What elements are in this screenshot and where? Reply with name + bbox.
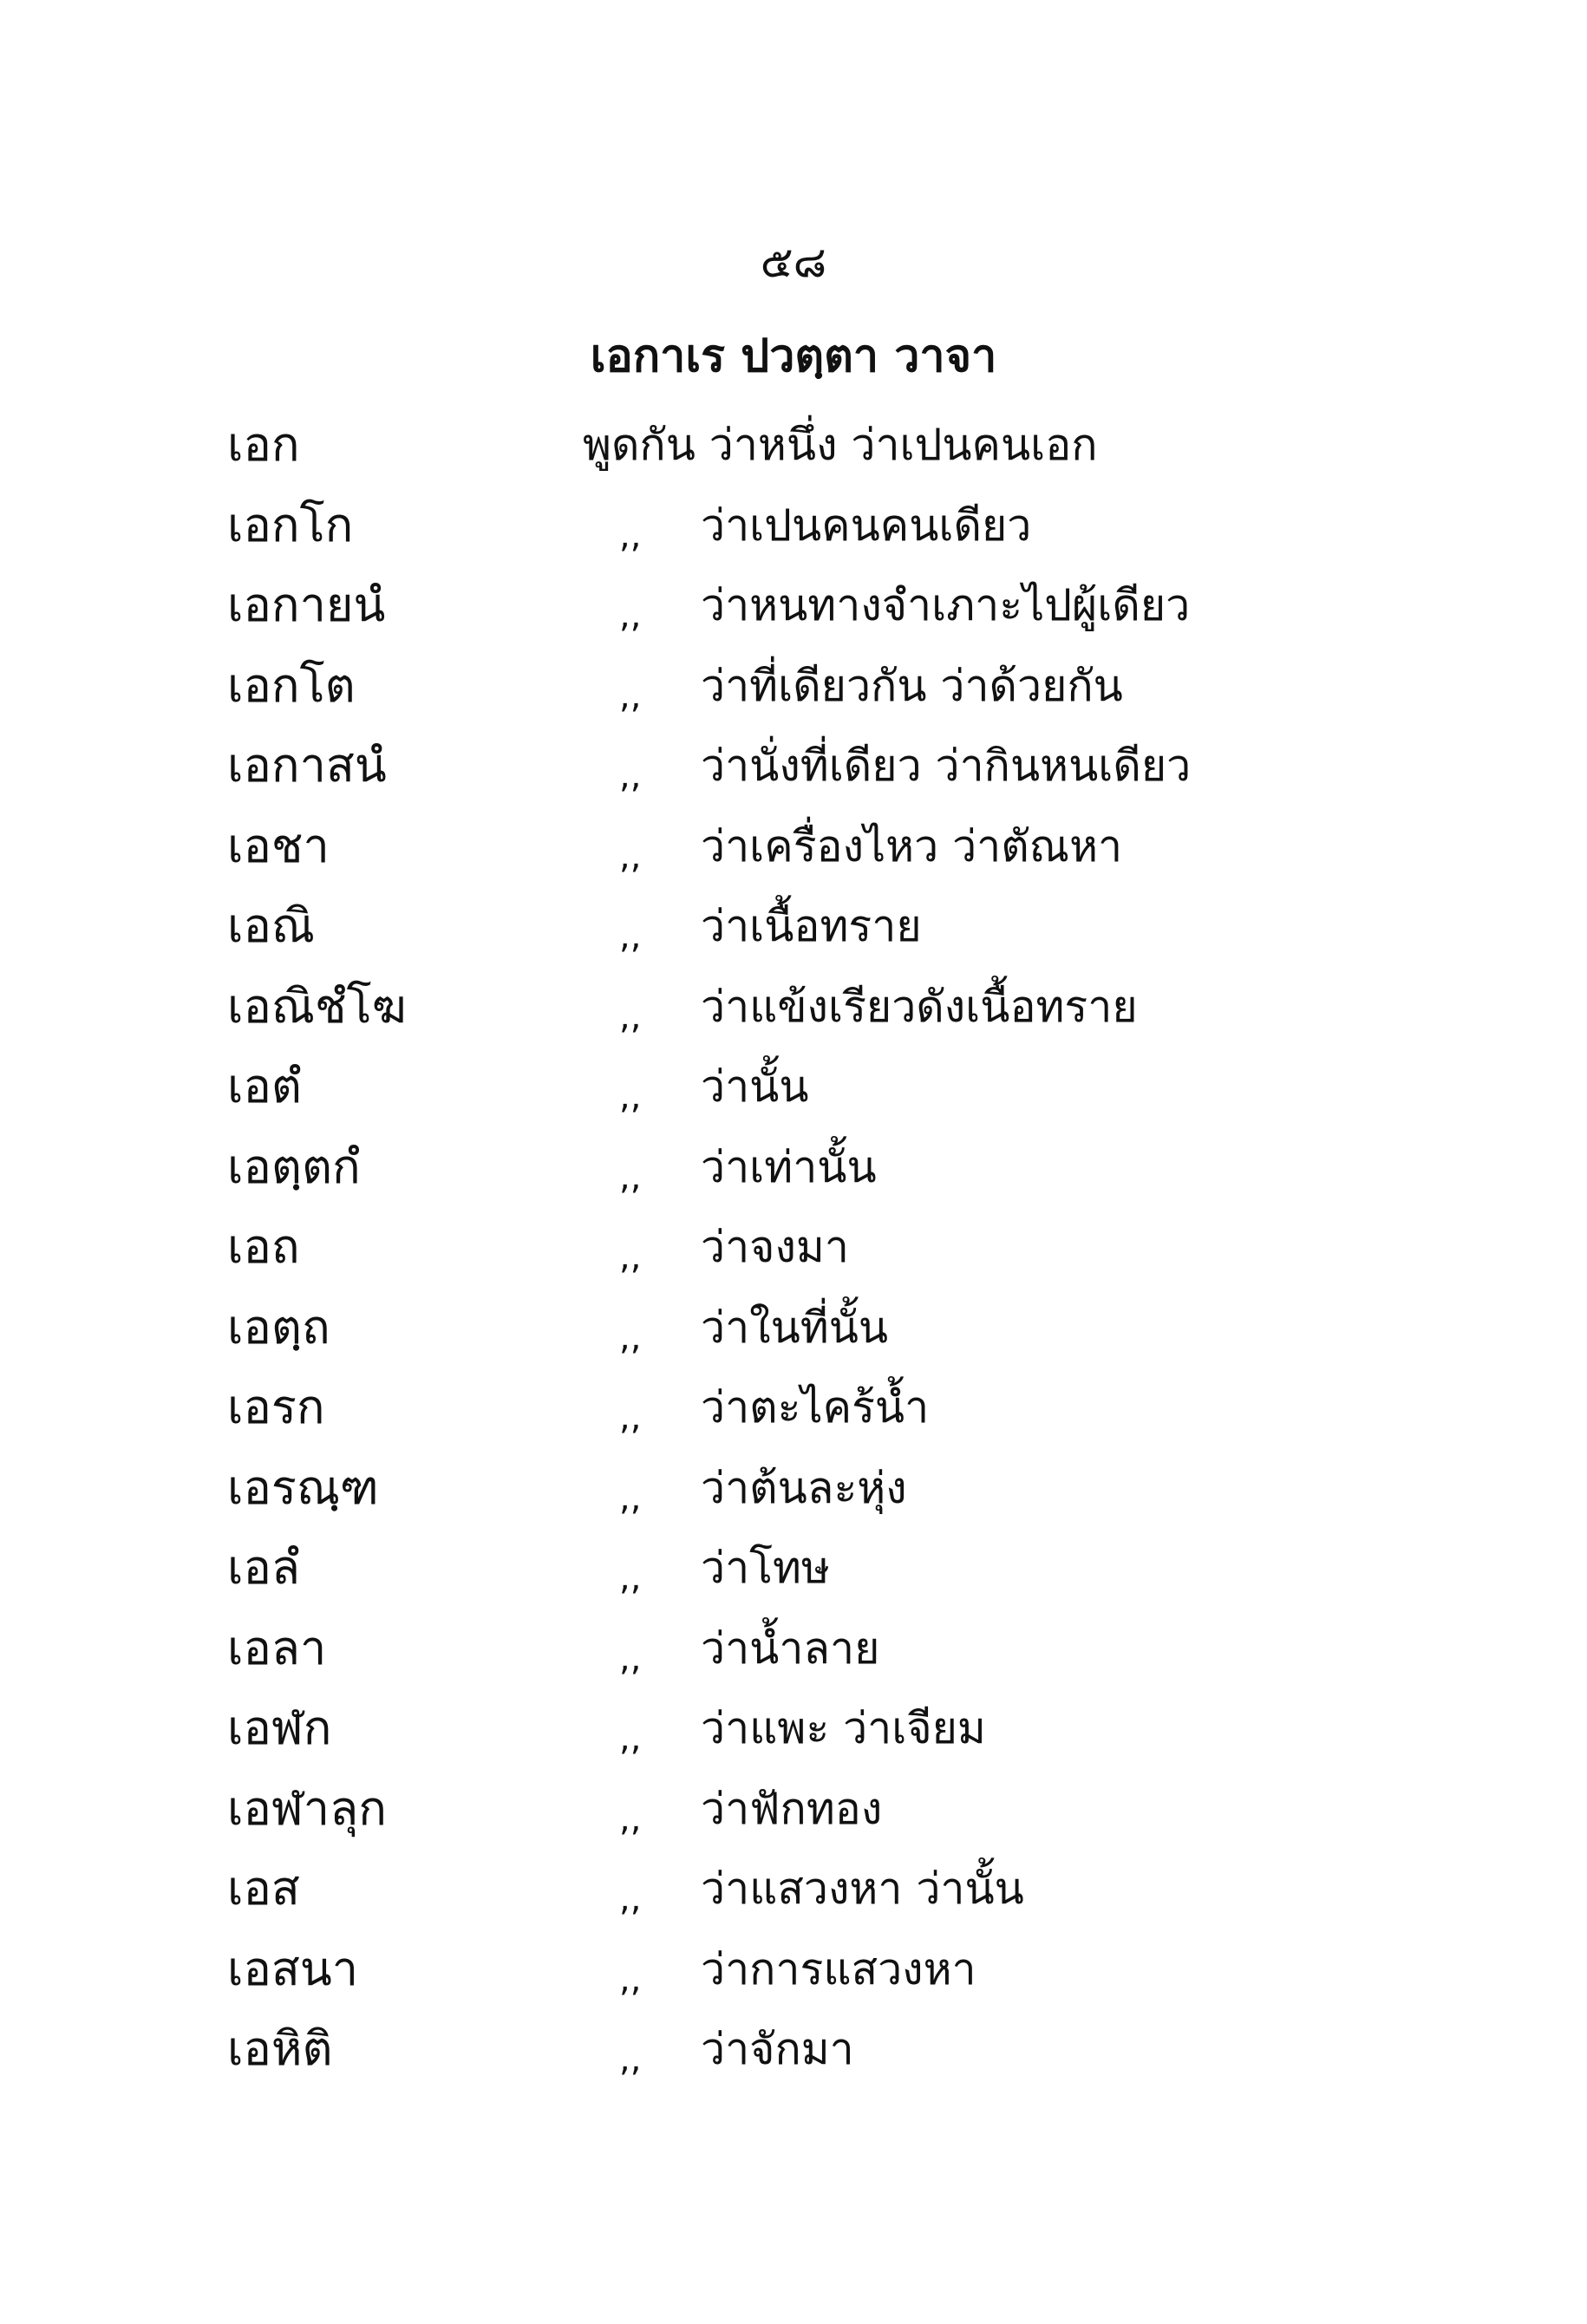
ditto-mark: ,, [619,1237,642,1277]
list-item [0,1858,1587,1939]
ditto-mark: ,, [619,2040,642,2079]
headword: เอชา [227,818,330,873]
headword: เอกโต [227,657,356,713]
list-item [0,575,1587,656]
list-item [0,656,1587,736]
glossary-list [0,415,1587,2099]
headword: เอรณฺฑ [227,1459,379,1515]
list-item [0,1137,1587,1217]
headword: เอณิชํโฆ [227,978,407,1034]
ditto-mark: ,, [619,515,642,556]
ditto-mark: ,, [619,1558,642,1598]
headword: เอก [227,417,300,472]
list-item [0,896,1587,976]
ditto-mark: ,, [619,1398,642,1438]
gloss: ว่านั่งที่เดียว ว่ากินหนเดียว [701,741,1192,791]
list-item [0,415,1587,495]
headword: เอหิติ [227,2021,333,2076]
headword: เอกโก [227,497,354,552]
gloss: ว่าที่เดียวกัน ว่าด้วยกัน [701,660,1123,711]
ditto-mark: ,, [619,756,642,796]
ditto-mark: ,, [619,1157,642,1198]
gloss: ว่าตะไคร้น้ำ [701,1382,930,1433]
headword: เอลํ [227,1540,300,1595]
headword: เอส [227,1861,300,1916]
list-item [0,1779,1587,1859]
gloss: ว่าต้นละหุ่ง [701,1462,907,1513]
gloss: ว่านั้น [701,1061,809,1112]
headword: เอลา [227,1620,327,1675]
list-item [0,976,1587,1057]
headword: เอฬก [227,1701,332,1755]
gloss: ว่าหนทางจำเภาะไปผู้เดียว [701,580,1191,630]
headword: เอถ [227,1219,300,1274]
ditto-mark: ,, [619,1719,642,1759]
headword: เอกายนํ [227,578,386,632]
headword: เอรก [227,1380,325,1434]
headword: เอตฺตกํ [227,1139,361,1194]
ditto-mark: ,, [619,836,642,877]
ditto-mark: ,, [619,917,642,956]
gloss: ว่าน้ำลาย [701,1622,880,1674]
gloss: ว่าแข้งเรียวดังเนื้อทราย [701,981,1138,1032]
gloss: ว่าเนื้อทราย [701,901,922,951]
gloss: ว่าเท่านั้น [701,1141,877,1192]
headword: เอตํ [227,1059,302,1113]
list-item [0,735,1587,816]
gloss: ว่าเปนคนคนเดียว [701,499,1032,551]
list-item [0,1056,1587,1137]
list-item [0,1618,1587,1699]
headword: เอสนา [227,1941,359,1996]
gloss: ว่าแพะ ว่าเจียม [701,1703,986,1753]
ditto-mark: ,, [619,1638,642,1679]
page-title: เอกาเร ปวตฺตา วาจา [590,330,997,382]
gloss: ว่าโทษ [701,1543,830,1593]
list-item [0,1939,1587,2020]
list-item [0,1458,1587,1538]
list-item [0,1217,1587,1297]
list-item [0,495,1587,576]
gloss: ว่าฟักทอง [701,1783,883,1834]
ditto-mark: ,, [619,1478,642,1518]
gloss: ว่าจงมา [701,1222,849,1272]
ditto-mark: ,, [619,676,642,716]
page-number: ๕๘ [760,237,827,287]
list-item [0,1698,1587,1779]
ditto-mark: ,, [619,1077,642,1117]
ditto-mark: ,, [619,1317,642,1358]
headword: เอตฺถ [227,1299,330,1355]
gloss: ว่าเครื่องไหว ว่าตัณหา [701,820,1123,872]
headword: เอกาสนํ [227,738,387,793]
list-item [0,1537,1587,1618]
gloss: ว่าในที่นั้น [701,1302,889,1353]
gloss: พูดกัน ว่าหนึ่ง ว่าเปนคนเอก [583,420,1098,470]
list-item [0,1377,1587,1458]
gloss: ว่าจักมา [701,2024,854,2074]
ditto-mark: ,, [619,996,642,1037]
headword: เอฬาลุก [227,1780,387,1836]
list-item [0,2019,1587,2099]
gloss: ว่าแสวงหา ว่านั้น [701,1864,1024,1914]
ditto-mark: ,, [619,596,642,636]
gloss: ว่าการแสวงหา [701,1943,976,1994]
list-item [0,816,1587,897]
ditto-mark: ,, [619,1959,642,2000]
list-item [0,1297,1587,1378]
ditto-mark: ,, [619,1879,642,1919]
headword: เอณิ [227,898,315,953]
ditto-mark: ,, [619,1798,642,1839]
